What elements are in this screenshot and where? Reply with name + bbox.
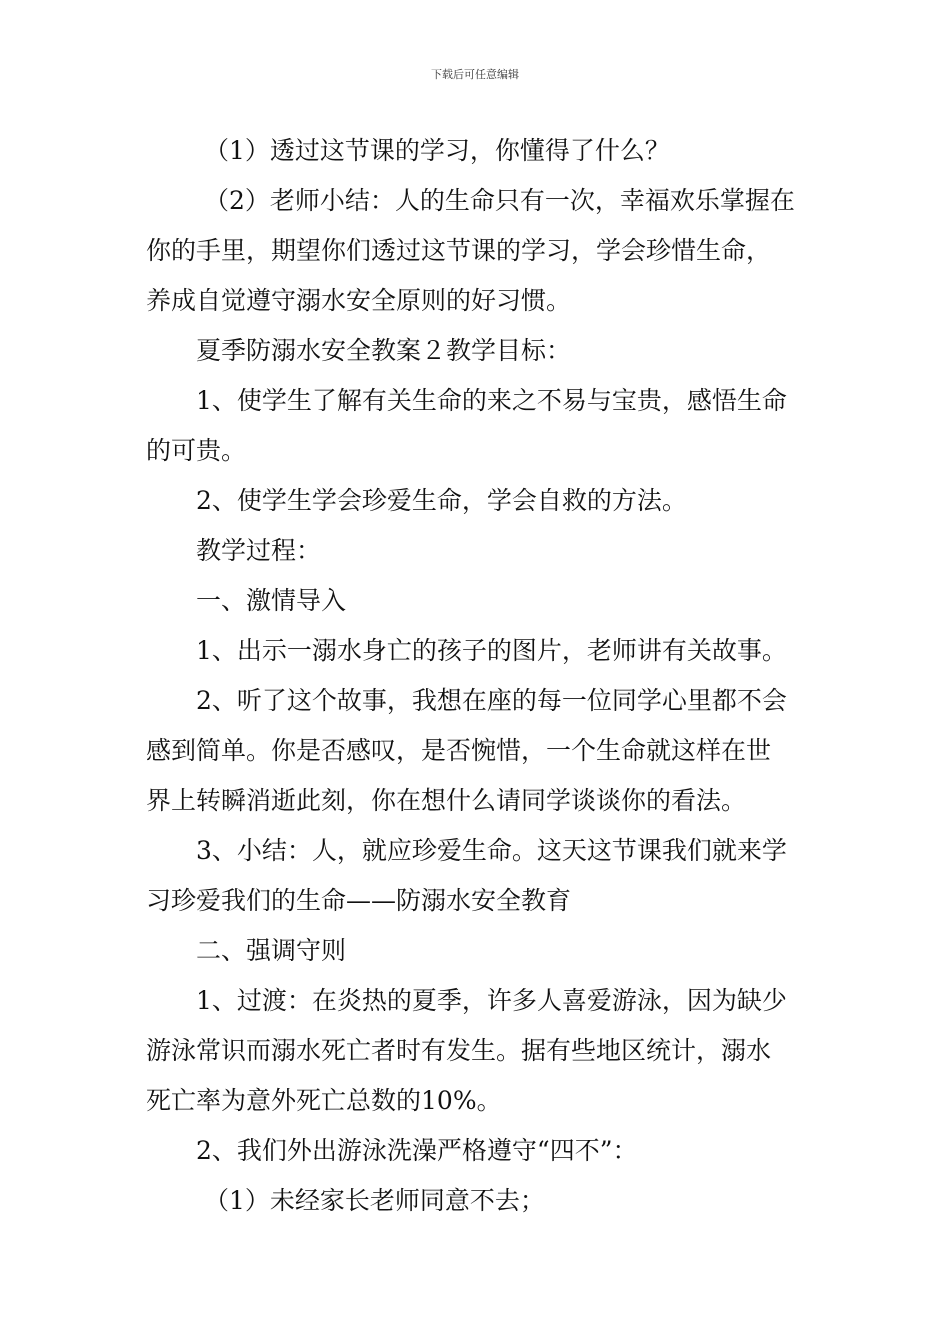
paragraph-line: 3、小结：人，就应珍爱生命。这天这节课我们就来学 xyxy=(196,836,787,865)
paragraph-line: 1、出示一溺水身亡的孩子的图片，老师讲有关故事。 xyxy=(196,636,787,665)
paragraph-line: 游泳常识而溺水死亡者时有发生。据有些地区统计，溺水 xyxy=(146,1036,772,1065)
paragraph-line: （2）老师小结：人的生命只有一次，幸福欢乐掌握在 xyxy=(204,186,795,215)
section-heading: 夏季防溺水安全教案２教学目标： xyxy=(196,336,572,365)
paragraph-line: 界上转瞬消逝此刻，你在想什么请同学谈谈你的看法。 xyxy=(146,786,747,815)
document-body xyxy=(146,126,812,1226)
paragraph-line: 养成自觉遵守溺水安全原则的好习惯。 xyxy=(146,286,572,315)
paragraph-line: 感到简单。你是否感叹，是否惋惜，一个生命就这样在世 xyxy=(146,736,772,765)
paragraph-line: 你的手里，期望你们透过这节课的学习，学会珍惜生命， xyxy=(146,236,772,265)
paragraph-line: （1）透过这节课的学习，你懂得了什么？ xyxy=(204,136,670,165)
section-heading: 二、强调守则 xyxy=(196,936,347,965)
paragraph-line: 习珍爱我们的生命——防溺水安全教育 xyxy=(146,886,572,915)
paragraph-line: 2、我们外出游泳洗澡严格遵守“四不”： xyxy=(196,1136,638,1165)
paragraph-line: 2、听了这个故事，我想在座的每一位同学心里都不会 xyxy=(196,686,787,715)
paragraph-line: 1、使学生了解有关生命的来之不易与宝贵，感悟生命 xyxy=(196,386,787,415)
paragraph-line: （1）未经家长老师同意不去； xyxy=(204,1186,545,1215)
paragraph-line: 死亡率为意外死亡总数的10%。 xyxy=(146,1086,502,1115)
page-header: 下载后可任意编辑 xyxy=(431,68,519,81)
section-heading: 一、激情导入 xyxy=(196,586,347,615)
paragraph-line: 1、过渡：在炎热的夏季，许多人喜爱游泳，因为缺少 xyxy=(196,986,787,1015)
paragraph-line: 2、使学生学会珍爱生命，学会自救的方法。 xyxy=(196,486,687,515)
paragraph-line: 的可贵。 xyxy=(146,436,247,465)
section-heading: 教学过程： xyxy=(196,536,322,565)
